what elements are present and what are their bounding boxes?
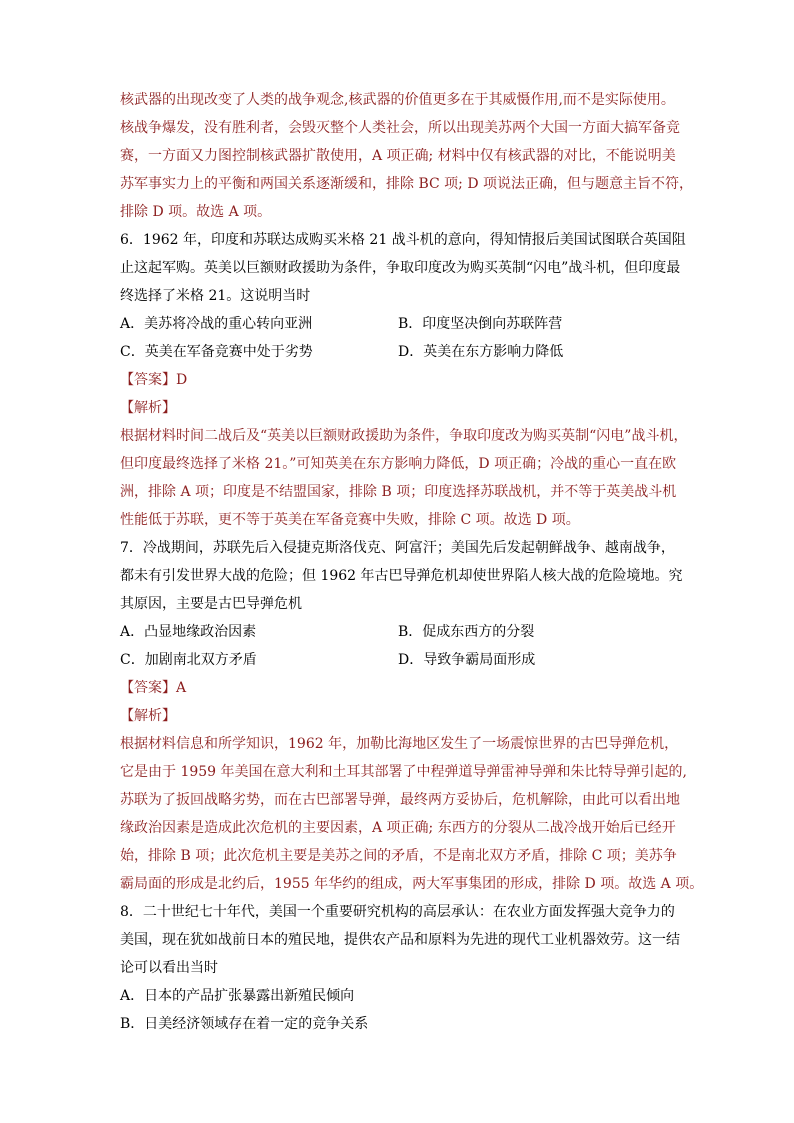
option-a: A．美苏将冷战的重心转向亚洲	[120, 316, 313, 332]
option-d: D．导致争霸局面形成	[398, 652, 536, 668]
question-stem: 6．1962 年，印度和苏联达成购买米格 21 战斗机的意向，得知情报后美国试图联合英国阻	[120, 232, 686, 248]
option-b: B．促成东西方的分裂	[398, 624, 535, 640]
option-a: A．日本的产品扩张暴露出新殖民倾向	[120, 988, 355, 1004]
question-stem: 8．二十世纪七十年代，美国一个重要研究机构的高层承认：在农业方面发挥强大竞争力的	[120, 904, 675, 920]
analysis-line: 始，排除 B 项；此次危机主要是美苏之间的矛盾，不是南北双方矛盾，排除 C 项；美苏争	[120, 848, 677, 864]
analysis-line: 赛，一方面又力图控制核武器扩散使用，A 项正确; 材料中仅有核武器的对比，不能说明美	[120, 148, 676, 164]
analysis-line: 核战争爆发，没有胜利者，会毁灭整个人类社会，所以出现美苏两个大国一方面大搞军备竞	[120, 120, 680, 136]
analysis-label: 【解析】	[120, 400, 176, 416]
question-stem: 都未有引发世界大战的危险；但 1962 年古巴导弹危机却使世界陷人核大战的危险境地。究	[120, 568, 683, 584]
option-c: C．加剧南北双方矛盾	[120, 652, 257, 668]
question-stem: 止这起军购。英美以巨额财政援助为条件，争取印度改为购买英制“闪电”战斗机，但印度最	[120, 260, 681, 276]
option-a: A．凸显地缘政治因素	[120, 624, 257, 640]
answer-label: 【答案】D	[120, 372, 188, 388]
question-stem: 美国，现在犹如战前日本的殖民地，提供农产品和原料为先进的现代工业机器效劳。这一结	[120, 932, 680, 948]
option-d: D．英美在东方影响力降低	[398, 344, 564, 360]
option-c: C．英美在军备竞赛中处于劣势	[120, 344, 313, 360]
analysis-line: 根据材料信息和所学知识，1962 年，加勒比海地区发生了一场震惊世界的古巴导弹危机，	[120, 736, 679, 752]
question-stem: 其原因，主要是古巴导弹危机	[120, 596, 302, 612]
answer-label: 【答案】A	[120, 680, 187, 696]
analysis-line: 核武器的出现改变了人类的战争观念,核武器的价值更多在于其威慑作用,而不是实际使用。	[120, 92, 675, 108]
analysis-line: 苏联为了扳回战略劣势，而在古巴部署导弹，最终两方妥协后，危机解除，由此可以看出地	[120, 792, 680, 808]
option-b: B．日美经济领域存在着一定的竞争关系	[120, 1016, 369, 1032]
analysis-line: 它是由于 1959 年美国在意大利和土耳其部署了中程弹道导弹雷神导弹和朱比特导弹引起的,	[120, 764, 687, 780]
analysis-line: 缘政治因素是造成此次危机的主要因素，A 项正确; 东西方的分裂从二战冷战开始后已经开	[120, 820, 676, 836]
analysis-line: 但印度最终选择了米格 21。”可知英美在东方影响力降低，D 项正确；冷战的重心一直在欧	[120, 456, 677, 472]
analysis-label: 【解析】	[120, 708, 176, 724]
question-stem: 论可以看出当时	[120, 960, 218, 976]
analysis-line: 排除 D 项。故选 A 项。	[120, 204, 272, 220]
question-stem: 7．冷战期间，苏联先后入侵捷克斯洛伐克、阿富汗；美国先后发起朝鲜战争、越南战争，	[120, 540, 675, 556]
option-b: B．印度坚决倒向苏联阵营	[398, 316, 563, 332]
analysis-line: 根据材料时间二战后及“英美以巨额财政援助为条件，争取印度改为购买英制“闪电”战斗机，	[120, 428, 688, 444]
question-stem: 终选择了米格 21。这说明当时	[120, 288, 311, 304]
analysis-line: 苏军事实力上的平衡和两国关系逐渐缓和，排除 BC 项; D 项说法正确，但与题意主旨不符，	[120, 176, 693, 192]
analysis-line: 性能低于苏联，更不等于英美在军备竞赛中失败，排除 C 项。故选 D 项。	[120, 512, 580, 528]
analysis-line: 洲，排除 A 项；印度是不结盟国家，排除 B 项；印度选择苏联战机，并不等于英美战斗机	[120, 484, 677, 500]
analysis-line: 霸局面的形成是北约后，1955 年华约的组成，两大军事集团的形成，排除 D 项。故选 A 项。	[120, 876, 704, 892]
